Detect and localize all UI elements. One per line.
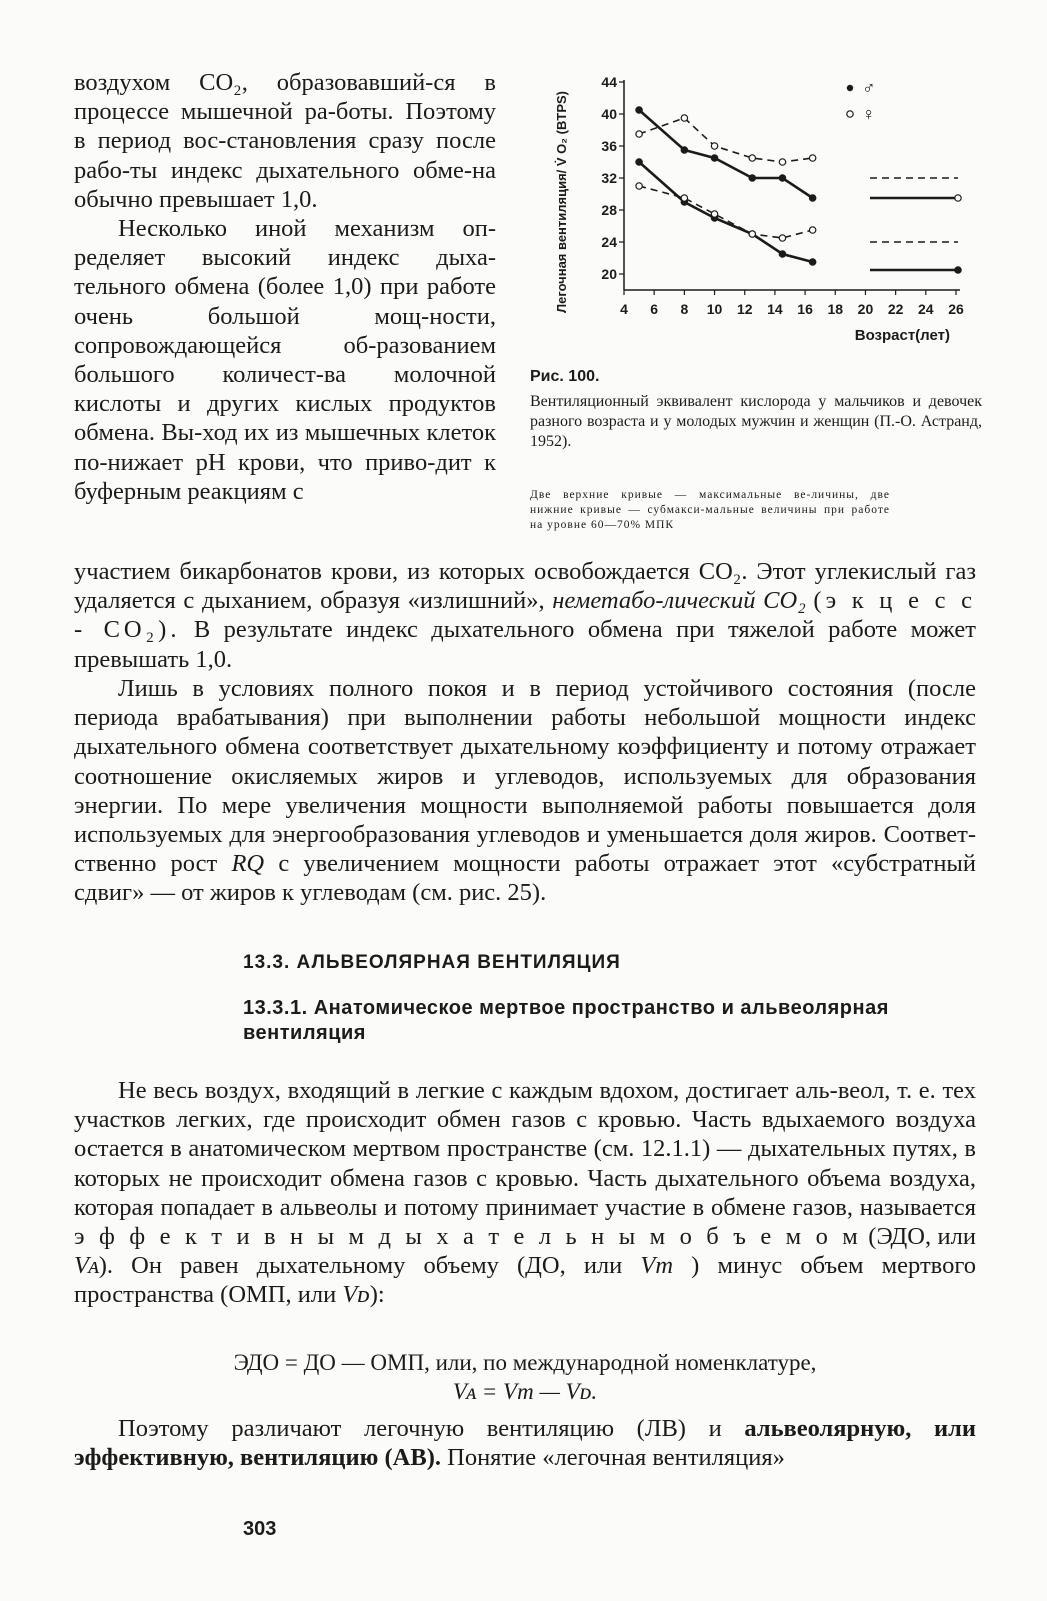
ventilation-text: Поэтому различают легочную вентиляцию (ЛВ) и [118, 1415, 722, 1442]
bicarbonate-text: участием бикарбонатов крови, из которых освобождается CO₂. Этот углекислый газ удаляется с дыханием, образуя «излишний», [74, 558, 976, 615]
paragraph-bicarbonate [74, 557, 976, 674]
y-tick-label: 32 [601, 170, 617, 186]
subsection-heading: 13.3.1. Анатомическое мертвое пространство и альвеолярная вентиляция [243, 997, 889, 1044]
y-tick-label: 20 [601, 266, 617, 282]
paragraph-dead-space [74, 1076, 976, 1310]
x-ticks [620, 290, 964, 317]
excess-co2-term: (э к ц е с с - CO₂). [74, 587, 976, 644]
legend-male-marker [847, 85, 853, 91]
y-axis-label-text: Легочная вентиляция/ V̇ O₂ (BTPS) [554, 90, 569, 314]
x-tick-label: 16 [797, 301, 813, 317]
adult-legend-marker-filled [955, 267, 961, 273]
adult-legend-marker-open [955, 195, 961, 201]
formula-line-2: Vᴀ = Vт — Vᴅ. [452, 1379, 598, 1404]
data-point-filled [681, 147, 687, 153]
x-tick-label: 18 [827, 301, 844, 317]
data-point-open [749, 155, 755, 161]
y-tick-label: 44 [601, 74, 617, 90]
y-tick-label: 24 [601, 234, 617, 250]
edo-text-3: ) минус объем мертвого пространства (ОМП, или [74, 1252, 977, 1309]
data-point-filled [636, 159, 642, 165]
x-tick-label: 24 [918, 301, 934, 317]
section-heading: 13.3. АЛЬВЕОЛЯРНАЯ ВЕНТИЛЯЦИЯ [243, 952, 621, 973]
data-point-filled [809, 195, 815, 201]
x-axis-label: Возраст(лет) [854, 327, 950, 344]
legend-male-symbol: ♂ [862, 78, 876, 98]
data-point-open [749, 231, 755, 237]
data-point-filled [779, 175, 785, 181]
data-point-open [636, 131, 642, 137]
x-tick-label: 6 [650, 301, 659, 317]
x-tick-label: 14 [767, 301, 783, 317]
x-tick-label: 22 [887, 301, 904, 317]
alveolar-ventilation-term: альвеолярную, или эффективную, вентиляцию (АВ). [74, 1415, 977, 1472]
data-point-open [779, 235, 785, 241]
data-point-open [809, 155, 815, 161]
series-line-male [639, 162, 813, 262]
figure-caption: Вентиляционный эквивалент кислорода у мальчиков и девочек разного возраста и у молодых мужчин и женщин (П.-О. Астранд, 1952). [530, 393, 982, 450]
data-point-open [681, 115, 687, 121]
vt-symbol: Vт [640, 1252, 674, 1280]
formula-line-1: ЭДО = ДО — ОМП, или, по международной номенклатуре, [233, 1350, 817, 1375]
ventilation-text-end: Понятие «легочная вентиляция» [447, 1444, 785, 1472]
va-symbol: Vᴀ [74, 1252, 99, 1280]
series-line-female [639, 118, 813, 162]
data-point-filled [749, 175, 755, 181]
x-tick-label: 8 [680, 301, 689, 317]
x-tick-label: 4 [620, 301, 628, 317]
series-line-female [639, 186, 813, 238]
data-point-open [711, 143, 717, 149]
y-tick-label: 36 [601, 138, 617, 154]
data-point-filled [711, 155, 717, 161]
nonmetabolic-co2-term: неметабо-лический CO₂ [552, 587, 806, 615]
data-point-open [809, 227, 815, 233]
dead-space-text: Не весь воздух, входящий в легкие с каждым вдохом, достигает аль-веол, т. е. тех участков легких, где происходит обмен газов с кровью. Часть вдыхаемого воздуха остается в анатомическом мертвом пространстве (см. 12.1.1) — дыхательных путях, в которых не происходит обмена газов с кровью. Часть дыхательного объема воздуха, которая попадает в альвеолы и потому принимает участие в обмене газов, называется [74, 1077, 976, 1221]
data-point-filled [809, 259, 815, 265]
edo-text-4: ): [369, 1281, 385, 1309]
effective-volume-term: э ф ф е к т и в н ы м д ы х а т е л ь н ы м о б ъ е м о м [74, 1223, 862, 1251]
figure-100-chart [540, 52, 980, 362]
edo-text: (ЭДО, или [868, 1223, 976, 1251]
edo-text-2: ). Он равен дыхательному объему (ДО, или [98, 1252, 623, 1280]
y-tick-label: 40 [601, 106, 617, 122]
figure-caption-note: Две верхние кривые — максимальные ве-личины, две нижние кривые — субмакси-мальные величины при работе на уровне 60—70% МПК [530, 489, 890, 531]
data-point-open [636, 183, 642, 189]
vd-symbol: Vᴅ [342, 1281, 370, 1309]
data-point-open [711, 211, 717, 217]
y-tick-label: 28 [601, 202, 617, 218]
paragraph-co2-recovery: воздухом CO₂, образовавший-ся в процессе мышечной ра-боты. Поэтому в период вос-становления сразу после рабо-ты индекс дыхательного обме-на обычно превышает 1,0. [74, 69, 496, 213]
rq-text-end: с увеличением мощности работы отражает этот «субстратный сдвиг» — от жиров к углеводам (см. рис. 25). [74, 850, 976, 907]
rq-text-start: Лишь в условиях полного покоя и в период устойчивого состояния (после периода врабатывания) при выполнении работы небольшой мощности индекс дыхательного обмена соответствует дыхательному коэффициенту и потому отражает соотношение окисляемых жиров и углеводов, используемых для образования энергии. По мере увеличения мощности выполняемой работы повышается доля используемых для энергообразования углеводов и уменьшается доля жиров. Соответ-ственно рост [74, 675, 976, 878]
data-point-open [681, 195, 687, 201]
paragraph-rq [74, 674, 976, 908]
paragraph-mechanism: Несколько иной механизм оп-ределяет высокий индекс дыха-тельного обмена (более 1,0) при работе очень большой мощ-ности, сопровождающейся об-разованием большого количест-ва молочной кислоты и других кислых продуктов обмена. Вы-ход их из мышечных клеток по-нижает pH крови, что приво-дит к буферным реакциям с [74, 215, 496, 505]
legend-female-marker [847, 111, 853, 117]
paragraph-ventilation [74, 1414, 976, 1472]
y-ticks [601, 74, 624, 282]
y-axis-label [554, 91, 569, 313]
x-tick-label: 10 [706, 301, 723, 317]
data-point-filled [779, 251, 785, 257]
bicarbonate-conclusion: В результате индекс дыхательного обмена при тяжелой работе может превышать 1,0. [74, 616, 976, 673]
x-tick-label: 26 [948, 301, 964, 317]
x-tick-label: 12 [736, 301, 753, 317]
legend-female-symbol: ♀ [862, 104, 876, 124]
series-group [636, 107, 816, 265]
x-tick-label: 20 [857, 301, 874, 317]
rq-symbol: RQ [231, 850, 265, 878]
data-point-filled [636, 107, 642, 113]
data-point-open [779, 159, 785, 165]
adult-legend [870, 178, 961, 273]
page-number: 303 [243, 1518, 277, 1540]
left-column-text [74, 68, 496, 506]
figure-caption-title: Рис. 100. [530, 368, 600, 385]
